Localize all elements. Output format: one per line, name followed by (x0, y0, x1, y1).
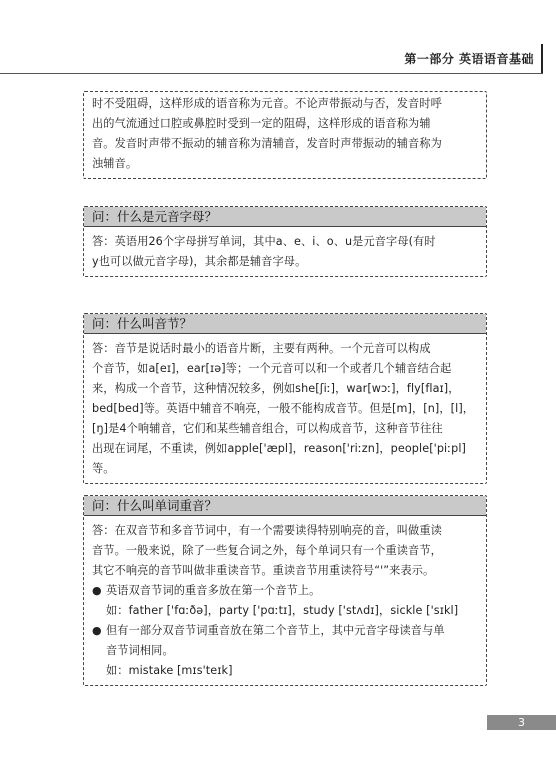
text-line: bed[bed]等。英语中辅音不响亮，一般不能构成音节。但是[m]，[n]，[l]， (92, 402, 475, 415)
text-line: 出现在词尾，不重读，例如apple['æpl]，reason['riːzn]，people['piːpl]等。 (92, 442, 466, 475)
answer-body (84, 334, 486, 483)
header-rule (0, 73, 543, 74)
running-header (0, 44, 556, 74)
text-line: 来，构成一个音节，这种情况较多，例如she[ʃiː]，war[wɔː]，fly[flaɪ]， (92, 382, 460, 395)
question-title: 问：什么叫音节？ (84, 314, 486, 334)
text-line: 答：音节是说话时最小的语音片断，主要有两种。一个元音可以构成 (92, 342, 431, 355)
text-line: 个音节，如a[eɪ]，ear[ɪə]等；一个元音可以和一个或者几个辅音结合起 (92, 362, 452, 375)
example-line: 如：mistake [mɪs'teɪk] (106, 664, 233, 677)
bullet-icon: ● (92, 624, 102, 637)
continuation-body (84, 92, 486, 178)
section-title: 第一部分 英语语音基础 (404, 52, 534, 66)
bullet-icon: ● (92, 584, 102, 597)
bullet-item (92, 581, 480, 601)
text-line: 浊辅音。 (92, 157, 138, 170)
qa-box-word-stress (83, 495, 487, 686)
text-line: 音。发音时声带不振动的辅音称为清辅音，发音时声带振动的辅音称为 (92, 137, 442, 150)
example-line: 如：father ['fɑːðə]，party ['pɑːtɪ]，study ['stʌdɪ]，sickle ['sɪkl] (106, 604, 459, 617)
text-line: 音节。一般来说，除了一些复合词之外，每个单词只有一个重读音节， (92, 544, 442, 557)
qa-box-syllable (83, 313, 487, 484)
question-title: 问：什么叫单词重音？ (84, 496, 486, 516)
text-line: 音节词相同。 (106, 644, 174, 657)
text-line: 时不受阻碍，这样形成的语音称为元音。不论声带振动与否，发音时呼 (92, 97, 442, 110)
text-line: 答：英语用26个字母拼写单词，其中a、e、i、o、u是元音字母(有时 (92, 235, 436, 248)
bullet-text: 但有一部分双音节词重音放在第二个音节上，其中元音字母读音与单 (106, 624, 445, 637)
bullet-text: 英语双音节词的重音多放在第一个音节上。 (106, 584, 321, 597)
bullet-item (92, 621, 480, 641)
text-line: 出的气流通过口腔或鼻腔时受到一定的阻碍，这样形成的语音称为辅 (92, 117, 431, 130)
qa-box-vowel-letters (83, 206, 487, 277)
text-line: [ŋ]是4个响辅音，它们和某些辅音组合，可以构成音节，这种音节往往 (92, 422, 443, 435)
continuation-box (83, 91, 487, 179)
page-number: 3 (487, 715, 556, 730)
text-line: y也可以做元音字母)，其余都是辅音字母。 (92, 255, 307, 268)
text-line: 答：在双音节和多音节词中，有一个需要读得特别响亮的音，叫做重读 (92, 524, 442, 537)
answer-body (84, 227, 486, 276)
text-line: 其它不响亮的音节叫做非重读音节。重读音节用重读符号“'”来表示。 (92, 564, 435, 577)
header-divider (541, 44, 543, 74)
answer-body (84, 516, 486, 685)
question-title: 问：什么是元音字母？ (84, 207, 486, 227)
